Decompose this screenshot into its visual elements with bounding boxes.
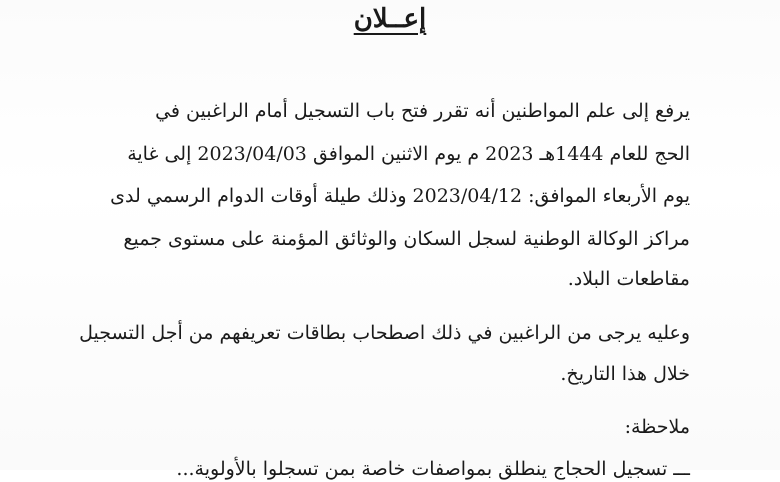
paragraph-line-3: يوم الأربعاء الموافق: 2023/04/12 وذلك طيلة أوقات الدوام الرسمي لدى <box>110 185 690 207</box>
paragraph-line-7: خلال هذا التاريخ. <box>560 363 690 385</box>
note-heading: ملاحظة: <box>624 416 690 438</box>
title-text: إعــلان <box>353 4 427 34</box>
note-line-cut-off: ـــ تسجيل الحجاج ينطلق بمواصفات خاصة بمن تسجلوا بالأولوية... <box>176 458 690 480</box>
paragraph-line-4: مراكز الوكالة الوطنية لسجل السكان والوثائق المؤمنة على مستوى جميع <box>123 228 690 250</box>
announcement-title <box>0 2 780 36</box>
paragraph-line-1: يرفع إلى علم المواطنين أنه تقرر فتح باب التسجيل أمام الراغبين في <box>155 100 690 122</box>
paragraph-line-2: الحج للعام 1444هـ 2023 م يوم الاثنين الموافق 2023/04/03 إلى غاية <box>127 143 690 165</box>
paragraph-line-5: مقاطعات البلاد. <box>567 268 690 290</box>
paragraph-line-6: وعليه يرجى من الراغبين في ذلك اصطحاب بطاقات تعريفهم من أجل التسجيل <box>79 322 690 344</box>
